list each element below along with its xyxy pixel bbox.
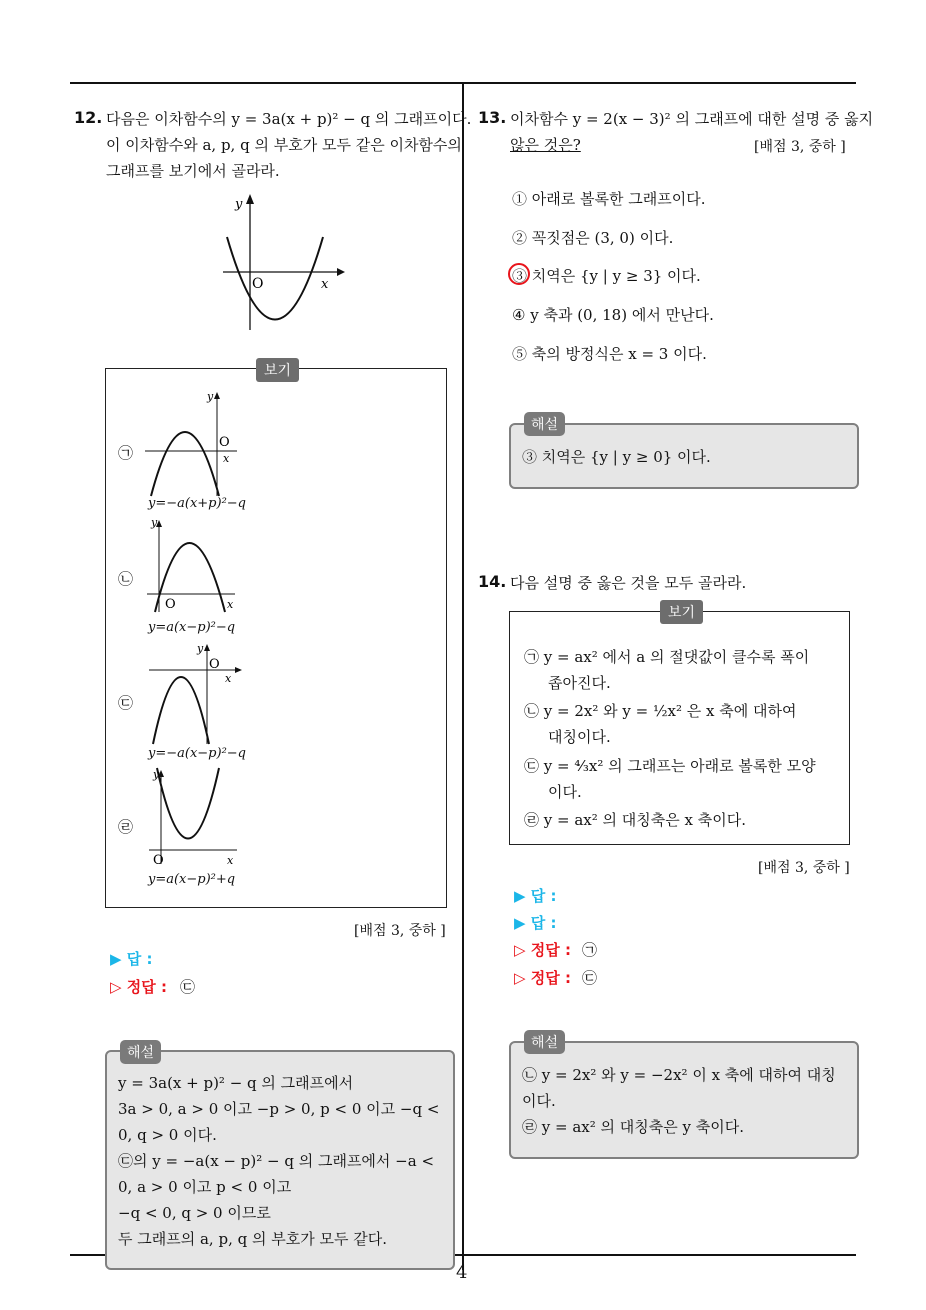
q13-selected-circle-icon: [508, 263, 530, 285]
q12-expl-line-3: 0, q > 0 이다.: [118, 1126, 217, 1144]
q14-expl-line-3: ㉣ y = ax² 의 대칭축은 y 축이다.: [522, 1118, 744, 1136]
q12-choice-3-x: x: [225, 672, 232, 685]
q13-option-4[interactable]: ④ y 축과 (0, 18) 에서 만난다.: [512, 306, 714, 324]
q13-option-1[interactable]: ① 아래로 볼록한 그래프이다.: [512, 190, 706, 208]
q14-expl-line-1: ㉡ y = 2x² 와 y = −2x² 이 x 축에 대하여 대칭: [522, 1066, 836, 1084]
q14-score: [배점 3, 중하 ]: [758, 860, 850, 876]
q14-bogi-line-7: ㉣ y = ax² 의 대칭축은 x 축이다.: [524, 811, 746, 829]
q12-correct-label: ▷ 정답 :: [110, 978, 167, 996]
q12-answer-label: ▶ 답 :: [110, 950, 153, 968]
q12-explanation-tag: 해설: [120, 1040, 161, 1064]
q14-explanation-box: [509, 1041, 859, 1159]
q12-expl-line-4: ㉢의 y = −a(x − p)² − q 의 그래프에서 −a <: [118, 1152, 435, 1170]
q14-answer-label-1: ▶ 답 :: [514, 887, 557, 905]
q12-number: 12.: [74, 108, 103, 127]
q14-expl-line-2: 이다.: [522, 1092, 556, 1110]
q12-graph-y-label: y: [235, 197, 243, 212]
q12-correct-value: ㉢: [180, 978, 196, 996]
q14-bogi-line-6: 이다.: [548, 783, 582, 801]
q12-bogi-tag: 보기: [256, 358, 299, 382]
q13-option-5[interactable]: ⑤ 축의 방정식은 x = 3 이다.: [512, 345, 707, 363]
q12-choice-1-mark: ㉠: [118, 444, 134, 462]
q12-choice-3-y: y: [197, 642, 204, 655]
q12-graph-o-label: O: [252, 276, 264, 292]
q12-choice-2-x: x: [227, 598, 234, 611]
q12-choice-3-label: y=−a(x−p)²−q: [148, 746, 246, 761]
q14-bogi-line-4: 대칭이다.: [548, 728, 611, 746]
q13-stem-line1: 이차함수 y = 2(x − 3)² 의 그래프에 대한 설명 중 옳지: [510, 110, 874, 128]
q14-bogi-line-2: 좁아진다.: [548, 674, 611, 692]
q12-expl-line-1: y = 3a(x + p)² − q 의 그래프에서: [118, 1074, 354, 1092]
q12-choice-4-x: x: [227, 854, 234, 867]
q12-choice-1-y: y: [207, 390, 214, 403]
q12-choice-2-mark: ㉡: [118, 570, 134, 588]
q12-choice-1-o: O: [219, 435, 230, 450]
q13-score: [배점 3, 중하 ]: [754, 139, 846, 155]
q12-expl-line-5: 0, a > 0 이고 p < 0 이고: [118, 1178, 292, 1196]
q14-correct-value-2: ㉢: [582, 969, 598, 987]
q12-main-graph: [215, 192, 345, 332]
q12-stem-line1: 다음은 이차함수의 y = 3a(x + p)² − q 의 그래프이다.: [106, 110, 472, 128]
q13-stem-line2: 않은 것은?: [510, 136, 581, 154]
q12-choice-1-x: x: [223, 452, 230, 465]
q14-correct-label-2: ▷ 정답 :: [514, 969, 571, 987]
q14-bogi-line-3: ㉡ y = 2x² 와 y = ½x² 은 x 축에 대하여: [524, 702, 797, 720]
column-divider: [462, 84, 464, 1270]
q14-bogi-line-5: ㉢ y = ⁴⁄₃x² 의 그래프는 아래로 볼록한 모양: [524, 757, 816, 775]
q12-choice-4-graph: [145, 764, 255, 869]
q12-expl-line-6: −q < 0, q > 0 이므로: [118, 1204, 271, 1222]
q14-correct-value-1: ㉠: [582, 941, 598, 959]
q14-explanation-tag: 해설: [524, 1030, 565, 1054]
q12-choice-2-y: y: [151, 516, 158, 529]
q12-choice-3-graph: [145, 640, 255, 745]
q12-choice-2-o: O: [165, 597, 176, 612]
q12-graph-x-label: x: [321, 277, 329, 292]
q12-stem-line2: 이 이차함수와 a, p, q 의 부호가 모두 같은 이차함수의: [106, 136, 462, 154]
page-number: 4: [456, 1262, 468, 1283]
q14-bogi-tag: 보기: [660, 600, 703, 624]
q14-correct-label-1: ▷ 정답 :: [514, 941, 571, 959]
q14-stem-line1: 다음 설명 중 옳은 것을 모두 골라라.: [510, 574, 747, 592]
q12-choice-1-label: y=−a(x+p)²−q: [148, 496, 246, 511]
q12-choice-2-label: y=a(x−p)²−q: [148, 620, 236, 635]
q12-expl-line-7: 두 그래프의 a, p, q 의 부호가 모두 같다.: [118, 1230, 387, 1248]
q13-expl-line-1: ③ 치역은 {y | y ≥ 0} 이다.: [522, 448, 711, 466]
q12-expl-line-2: 3a > 0, a > 0 이고 −p > 0, p < 0 이고 −q <: [118, 1100, 440, 1118]
q13-option-3[interactable]: ③ 치역은 {y | y ≥ 3} 이다.: [512, 267, 701, 285]
q14-bogi-line-1: ㉠ y = ax² 에서 a 의 절댓값이 클수록 폭이: [524, 648, 810, 666]
q12-choice-1-graph: [145, 388, 255, 498]
q12-choice-3-mark: ㉢: [118, 694, 134, 712]
q13-explanation-tag: 해설: [524, 412, 565, 436]
q14-answer-label-2: ▶ 답 :: [514, 914, 557, 932]
q12-choice-4-label: y=a(x−p)²+q: [148, 872, 236, 887]
q12-choice-2-graph: [145, 514, 255, 614]
q12-choice-4-mark: ㉣: [118, 818, 134, 836]
q12-choice-4-o: O: [153, 853, 164, 868]
q12-choice-4-y: y: [153, 768, 160, 781]
q12-score: [배점 3, 중하 ]: [354, 923, 446, 939]
q12-choice-3-o: O: [209, 657, 220, 672]
q14-number: 14.: [478, 572, 507, 591]
q13-number: 13.: [478, 108, 507, 127]
q12-stem-line3: 그래프를 보기에서 골라라.: [106, 162, 280, 180]
q13-option-2[interactable]: ② 꼭짓점은 (3, 0) 이다.: [512, 229, 674, 247]
